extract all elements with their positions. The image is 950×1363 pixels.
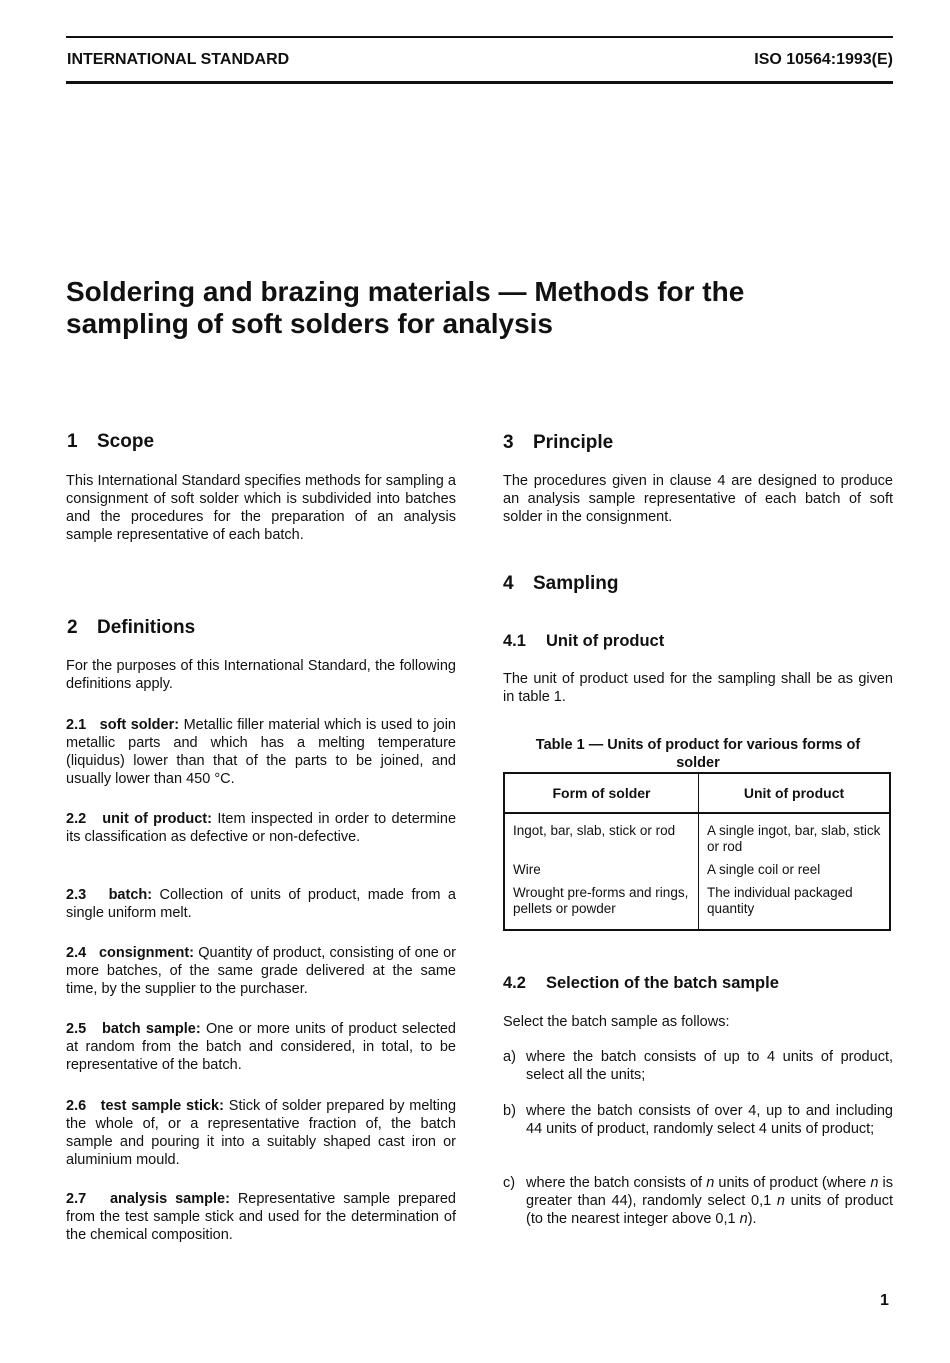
title-line-2: sampling of soft solders for analysis: [66, 308, 554, 339]
list-item-c: [503, 1174, 893, 1228]
table-caption-line-2: solder: [676, 755, 720, 771]
header-top-rule: [66, 36, 893, 38]
list-label: a): [503, 1049, 516, 1065]
paragraph: The unit of product used for the sampling shall be as given in table 1.: [503, 671, 893, 705]
definition-term: batch:: [108, 887, 153, 903]
table-cell-unit: A single coil or reel: [707, 862, 821, 877]
subsection-title: Unit of product: [546, 632, 665, 650]
definition-number: 2.6: [66, 1098, 87, 1114]
paragraph: Select the batch sample as follows:: [503, 1014, 730, 1030]
paragraph: This International Standard specifies methods for sampling a consignment of soft solder which is subdivided into batches and the procedures for the preparation of an analysis sample representative of each batch.: [66, 473, 456, 543]
variable-n: n: [776, 1193, 785, 1209]
subsection-title: Selection of the batch sample: [546, 974, 779, 992]
column-header-form: Form of solder: [504, 773, 699, 813]
definition-text: Quantity of product, consisting of one or more batches, of the same grade delivered at the same time, by the supplier to the purchaser.: [66, 945, 456, 997]
definition-2-7: [66, 1190, 456, 1244]
title-line-1: Soldering and brazing materials — Methods for the: [66, 276, 745, 307]
section-title: Sampling: [533, 573, 619, 594]
table-header-row: [504, 773, 890, 813]
definition-number: 2.3: [66, 887, 87, 903]
column-header-unit: Unit of product: [699, 773, 891, 813]
definition-number: 2.7: [66, 1191, 87, 1207]
section-heading-principle: [503, 432, 613, 454]
section-number: 1: [67, 431, 78, 452]
definition-2-5: [66, 1020, 456, 1074]
section-number: 4: [503, 573, 514, 594]
section-number: 3: [503, 432, 514, 453]
definition-text: Representative sample prepared from the test sample stick and used for the determination of the chemical composition.: [66, 1191, 456, 1243]
section-heading-definitions: [67, 617, 195, 639]
section-title: Scope: [97, 431, 155, 452]
header-bottom-rule: [66, 81, 893, 84]
list-text: where the batch consists of over 4, up to and including 44 units of product, randomly select 4 units of product;: [526, 1103, 893, 1137]
section-heading-sampling: [503, 573, 619, 595]
list-text: where the batch consists of up to 4 units of product, select all the units;: [526, 1049, 893, 1083]
page-number: 1: [880, 1292, 889, 1309]
list-label: b): [503, 1103, 516, 1119]
table-row: [504, 882, 890, 930]
subsection-heading-batch-sample: [503, 974, 779, 993]
table-row: [504, 813, 890, 859]
subsection-heading-unit-of-product: [503, 632, 664, 651]
paragraph: For the purposes of this International Standard, the following definitions apply.: [66, 658, 456, 692]
units-of-product-table: [503, 772, 891, 931]
definition-term: soft solder:: [99, 717, 180, 733]
definition-2-2: [66, 810, 456, 846]
unit-of-product-text: [503, 670, 893, 706]
paragraph: The procedures given in clause 4 are designed to produce an analysis sample representative of each batch of soft solder in the consignment.: [503, 473, 893, 525]
table-cell-form: Wire: [504, 859, 699, 882]
definition-term: test sample stick:: [100, 1098, 224, 1114]
list-item-a: [503, 1048, 893, 1084]
definition-term: analysis sample:: [109, 1191, 230, 1207]
definition-2-6: [66, 1097, 456, 1169]
header-left-title: INTERNATIONAL STANDARD: [67, 51, 290, 68]
definition-text: One or more units of product selected at random from the batch and considered, in total, to be representative of the batch.: [66, 1021, 456, 1073]
definition-text: Item inspected in order to determine its classification as defective or non-defective.: [66, 811, 457, 845]
definition-2-1: [66, 716, 456, 788]
definition-text: Stick of solder prepared by melting the whole of, or a representative fraction of, the batch sample and pouring it into a suitably shaped cast iron or aluminium mould.: [66, 1098, 457, 1168]
section-heading-scope: [67, 431, 154, 453]
subsection-number: 4.2: [503, 974, 526, 992]
batch-sample-intro: [503, 1013, 893, 1031]
variable-n: n: [706, 1175, 715, 1191]
principle-text: [503, 472, 893, 526]
definition-number: 2.1: [66, 717, 87, 733]
definition-term: consignment:: [98, 945, 195, 961]
variable-n: n: [739, 1211, 748, 1227]
definition-2-4: [66, 944, 456, 998]
definition-text: Metallic filler material which is used to join metallic parts and which has a melting temperature (liquidus) lower than that of the parts to be joined, and usually lower than 450 °C.: [66, 717, 456, 787]
definition-number: 2.2: [66, 811, 87, 827]
table-cell-form: Wrought pre-forms and rings, pellets or powder: [504, 882, 699, 930]
table-caption-line-1: Table 1 — Units of product for various forms of: [535, 737, 861, 753]
table-cell-form: Ingot, bar, slab, stick or rod: [504, 813, 699, 859]
definition-text: Collection of units of product, made from a single uniform melt.: [66, 887, 456, 921]
definition-number: 2.5: [66, 1021, 87, 1037]
table-caption: [503, 736, 893, 772]
definition-term: batch sample:: [101, 1021, 201, 1037]
header-standard-number: ISO 10564:1993(E): [754, 51, 893, 68]
scope-text: [66, 472, 456, 544]
list-text: where the batch consists of n units of product (where n is greater than 44), randomly select 0,1 n units of product (to the nearest integer above 0,1 n).: [526, 1175, 893, 1227]
table-cell-unit: The individual packaged quantity: [707, 885, 853, 916]
definition-term: unit of product:: [102, 811, 212, 827]
definition-number: 2.4: [66, 945, 87, 961]
definition-2-3: [66, 886, 456, 922]
section-title: Principle: [533, 432, 614, 453]
variable-n: n: [870, 1175, 879, 1191]
table-row: [504, 859, 890, 882]
section-number: 2: [67, 617, 78, 638]
document-title: [66, 276, 886, 340]
list-label: c): [503, 1175, 516, 1191]
subsection-number: 4.1: [503, 632, 526, 650]
section-title: Definitions: [97, 617, 196, 638]
definitions-intro: [66, 657, 456, 693]
table-cell-unit: A single ingot, bar, slab, stick or rod: [707, 823, 881, 854]
list-item-b: [503, 1102, 893, 1138]
